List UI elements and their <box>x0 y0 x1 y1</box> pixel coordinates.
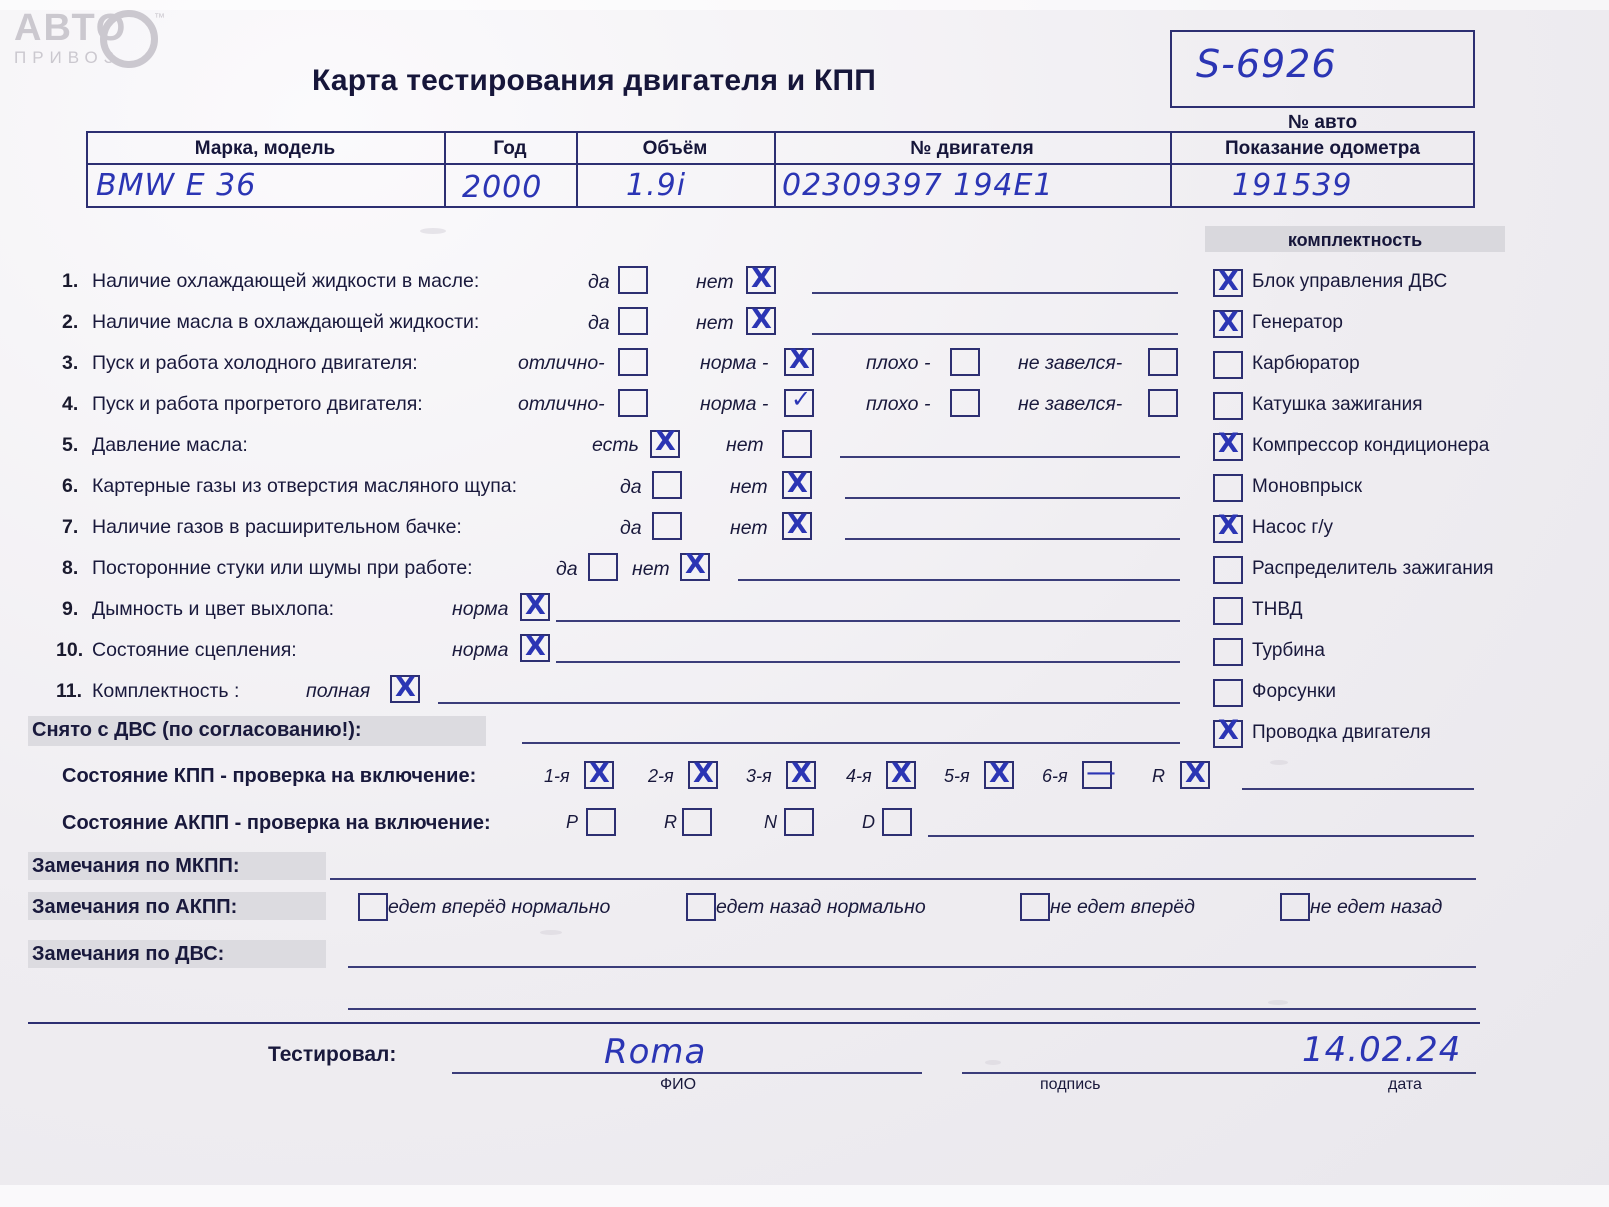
gear-checkbox-2[interactable] <box>688 758 718 789</box>
completeness-checkbox-11[interactable] <box>1213 720 1243 748</box>
column-header-year: Год <box>493 138 527 159</box>
checklist-option-normal-3: норма - <box>700 352 769 374</box>
akpp-note-label-1: едет назад нормально <box>716 896 926 918</box>
removed-section-write-line <box>522 742 1180 744</box>
checklist-number-6: 6. <box>62 475 79 497</box>
completeness-label-3: Катушка зажигания <box>1252 394 1423 415</box>
akpp-checkbox-d[interactable] <box>882 808 912 836</box>
write-line-11 <box>438 702 1180 704</box>
akpp-note-label-0: едет вперёд нормально <box>388 896 611 918</box>
checklist-text-8: Посторонние стуки или шумы при работе: <box>92 557 473 579</box>
checkbox-no-2[interactable] <box>746 304 776 335</box>
completeness-checkbox-3[interactable] <box>1213 392 1243 420</box>
akpp-checkbox-p[interactable] <box>586 808 616 836</box>
gear-checkbox-3[interactable] <box>786 758 816 789</box>
check-mark-no-6: X <box>787 468 808 499</box>
check-mark-no-7: X <box>787 509 808 540</box>
completeness-checkbox-5[interactable] <box>1213 474 1243 502</box>
notes-mkpp-label: Замечания по МКПП: <box>32 855 240 877</box>
completeness-checkbox-0[interactable] <box>1213 266 1243 297</box>
removed-section-label: Снято с ДВС (по согласованию!): <box>32 719 362 741</box>
write-line-10 <box>556 661 1180 663</box>
check-mark-full-11: X <box>395 672 416 703</box>
gear-label-6: 6-я <box>1042 766 1068 786</box>
completeness-check-mark-6: X <box>1218 510 1239 541</box>
akpp-checkbox-n[interactable] <box>784 808 814 836</box>
checklist-option-normal-4: норма - <box>700 393 769 415</box>
write-line-2 <box>812 333 1178 335</box>
paper-smudge <box>420 228 446 234</box>
gear-mark-2: X <box>693 758 714 789</box>
completeness-checkbox-4[interactable] <box>1213 433 1243 461</box>
completeness-checkbox-8[interactable] <box>1213 597 1243 625</box>
checklist-number-5: 5. <box>62 434 79 456</box>
checkbox-no-1[interactable] <box>746 263 776 294</box>
gear-label-5: 5-я <box>944 766 970 786</box>
checklist-option-normal-10: норма <box>452 639 509 661</box>
checklist-option-normal-9: норма <box>452 598 509 620</box>
gear-checkbox-5[interactable] <box>984 758 1014 789</box>
mkpp-check-label: Состояние КПП - проверка на включение: <box>62 765 477 787</box>
check-mark-normal-3: X <box>789 344 810 375</box>
checklist-text-5: Давление масла: <box>92 434 248 456</box>
signature-label: подпись <box>1040 1076 1101 1093</box>
checklist-option-no-6: нет <box>730 476 768 498</box>
completeness-label-4: Компрессор кондиционера <box>1252 435 1490 456</box>
checklist-text-4: Пуск и работа прогретого двигателя: <box>92 393 423 415</box>
completeness-check-mark-11: X <box>1218 715 1239 746</box>
column-header-volume: Объём <box>642 138 708 159</box>
completeness-check-mark-1: X <box>1218 307 1239 338</box>
gear-label-2: 2-я <box>648 766 674 786</box>
value-volume: 1.9i <box>626 168 687 203</box>
watermark-tm: ™ <box>154 12 165 24</box>
check-mark-no-2: X <box>751 304 772 335</box>
gear-label-r: R <box>1152 766 1165 786</box>
write-line-5 <box>840 456 1180 458</box>
paper-smudge <box>1270 760 1288 765</box>
page-title: Карта тестирования двигателя и КПП <box>312 64 876 97</box>
akpp-note-label-2: не едет вперёд <box>1050 896 1195 918</box>
gear-label-1: 1-я <box>544 766 570 786</box>
checklist-option-nostart-3: не завелся- <box>1018 352 1123 374</box>
value-make-model: BMW E 36 <box>96 168 257 203</box>
completeness-label-2: Карбюратор <box>1252 353 1360 374</box>
notes-dvs-write-line-1 <box>348 966 1476 968</box>
completeness-checkbox-10[interactable] <box>1213 679 1243 707</box>
notes-dvs-write-line-2 <box>348 1008 1476 1010</box>
checkbox-excellent-4[interactable] <box>618 389 648 417</box>
check-mark-normal-9: X <box>525 590 546 621</box>
gear-label-4: 4-я <box>846 766 872 786</box>
akpp-note-label-3: не едет назад <box>1310 896 1443 918</box>
completeness-label-8: ТНВД <box>1252 599 1303 620</box>
write-line-1 <box>812 292 1178 294</box>
checklist-option-no-7: нет <box>730 517 768 539</box>
footer-divider <box>28 1022 1480 1024</box>
checklist-number-11: 11. <box>56 680 83 702</box>
paper-top-edge <box>0 0 1609 10</box>
checklist-option-no-2: нет <box>696 312 734 334</box>
akpp-note-checkbox-2[interactable] <box>1020 893 1050 921</box>
paper-bottom-edge <box>0 1185 1609 1207</box>
checklist-option-bad-3: плохо - <box>866 352 931 374</box>
column-header-make-model: Марка, модель <box>194 138 336 159</box>
checklist-option-present-5: есть <box>592 434 639 456</box>
checklist-option-no-1: нет <box>696 271 734 293</box>
checkbox-bad-3[interactable] <box>950 348 980 376</box>
completeness-label-5: Моновпрыск <box>1252 476 1363 497</box>
checkbox-present-5[interactable] <box>650 426 680 458</box>
checklist-option-yes-8: да <box>556 558 578 580</box>
checkbox-yes-2[interactable] <box>618 307 648 335</box>
akpp-note-checkbox-1[interactable] <box>686 893 716 921</box>
date-label: дата <box>1388 1076 1422 1093</box>
gear-label-3: 3-я <box>746 766 772 786</box>
akpp-label-p: P <box>566 812 579 832</box>
checklist-option-excellent-3: отлично- <box>518 352 605 374</box>
checkbox-bad-4[interactable] <box>950 389 980 417</box>
completeness-check-mark-0: X <box>1218 266 1239 297</box>
checkbox-normal-10[interactable] <box>520 631 550 662</box>
write-line-6 <box>845 497 1180 499</box>
value-year: 2000 <box>462 170 543 205</box>
completeness-checkbox-6[interactable] <box>1213 515 1243 543</box>
checkbox-normal-4[interactable] <box>784 389 814 417</box>
completeness-label-10: Форсунки <box>1252 681 1336 702</box>
watermark <box>14 8 184 84</box>
paper-smudge <box>1268 1000 1288 1005</box>
completeness-label-1: Генератор <box>1252 312 1343 333</box>
checklist-option-full-11: полная <box>306 680 371 702</box>
akpp-write-line <box>928 835 1474 837</box>
auto-number-label: № авто <box>1287 112 1358 133</box>
gear-mark-5: X <box>989 758 1010 789</box>
akpp-label-r: R <box>664 812 677 832</box>
gear-mark-3: X <box>791 758 812 789</box>
tested-by-label: Тестировал: <box>268 1043 397 1066</box>
notes-dvs-label: Замечания по ДВС: <box>32 943 225 965</box>
watermark-circle-icon <box>100 10 158 68</box>
watermark-subtitle: ПРИВОЗ <box>14 48 121 67</box>
completeness-checkbox-7[interactable] <box>1213 556 1243 584</box>
checkbox-full-11[interactable] <box>390 672 420 703</box>
akpp-note-checkbox-3[interactable] <box>1280 893 1310 921</box>
checklist-number-2: 2. <box>62 311 79 333</box>
tested-by-value: Roma <box>604 1032 707 1072</box>
checklist-option-nostart-4: не завелся- <box>1018 393 1123 415</box>
checklist-option-no-5: нет <box>726 434 764 456</box>
checklist-text-7: Наличие газов в расширительном бачке: <box>92 516 462 538</box>
checkbox-no-8[interactable] <box>680 549 710 581</box>
checklist-number-1: 1. <box>62 270 79 292</box>
checkbox-no-5[interactable] <box>782 430 812 458</box>
write-line-7 <box>845 538 1180 540</box>
watermark-brand: АВТО <box>14 7 128 49</box>
akpp-note-checkbox-0[interactable] <box>358 893 388 921</box>
completeness-label-6: Насос г/у <box>1252 517 1334 538</box>
date-value: 14.02.24 <box>1302 1030 1462 1070</box>
checkbox-nostart-4[interactable] <box>1148 389 1178 417</box>
checklist-number-10: 10. <box>56 639 84 661</box>
write-line-9 <box>556 620 1180 622</box>
mkpp-write-line <box>1242 788 1474 790</box>
checklist-option-bad-4: плохо - <box>866 393 931 415</box>
signature-write-line <box>962 1072 1312 1074</box>
value-odometer: 191539 <box>1232 168 1353 203</box>
checklist-option-yes-1: да <box>588 271 610 293</box>
auto-number-value: S-6926 <box>1196 42 1337 86</box>
date-write-line <box>1300 1072 1476 1074</box>
checklist-text-10: Состояние сцепления: <box>92 639 297 661</box>
checklist-number-8: 8. <box>62 557 79 579</box>
paper-smudge <box>540 930 562 935</box>
checklist-number-3: 3. <box>62 352 79 374</box>
checkbox-no-7[interactable] <box>782 509 812 540</box>
completeness-label-9: Турбина <box>1252 640 1325 661</box>
gear-mark-r: X <box>1185 758 1206 789</box>
checklist-text-11: Комплектность : <box>92 680 240 702</box>
akpp-check-label: Состояние АКПП - проверка на включение: <box>62 812 491 834</box>
checkbox-yes-6[interactable] <box>652 471 682 499</box>
checkbox-yes-7[interactable] <box>652 512 682 540</box>
check-mark-no-8: X <box>685 549 706 580</box>
write-line-8 <box>738 579 1180 581</box>
completeness-label-0: Блок управления ДВС <box>1252 271 1448 292</box>
paper-smudge <box>985 1060 1001 1065</box>
completeness-title: комплектность <box>1287 230 1423 250</box>
notes-akpp-label: Замечания по АКПП: <box>32 896 238 918</box>
table-divider <box>86 163 1475 165</box>
checklist-text-1: Наличие охлаждающей жидкости в масле: <box>92 270 480 292</box>
checklist-number-7: 7. <box>62 516 79 538</box>
checkbox-yes-8[interactable] <box>588 553 618 581</box>
checklist-text-6: Картерные газы из отверстия масляного щупа: <box>92 475 518 497</box>
completeness-check-mark-4: X <box>1218 428 1239 459</box>
tested-by-write-line <box>452 1072 922 1074</box>
fio-label: ФИО <box>660 1076 697 1093</box>
gear-mark-6: — <box>1086 755 1116 790</box>
notes-mkpp-write-line <box>330 878 1476 880</box>
gear-mark-4: X <box>891 758 912 789</box>
gear-mark-1: X <box>589 758 610 789</box>
check-mark-no-1: X <box>751 263 772 294</box>
check-mark-present-5: X <box>655 426 676 457</box>
akpp-label-n: N <box>764 812 777 832</box>
akpp-label-d: D <box>862 812 875 832</box>
checklist-option-no-8: нет <box>632 558 670 580</box>
completeness-checkbox-1[interactable] <box>1213 307 1243 338</box>
completeness-checkbox-2[interactable] <box>1213 351 1243 379</box>
checkbox-excellent-3[interactable] <box>618 348 648 376</box>
checkbox-no-6[interactable] <box>782 468 812 499</box>
checkbox-nostart-3[interactable] <box>1148 348 1178 376</box>
completeness-label-11: Проводка двигателя <box>1252 722 1431 743</box>
value-engine-number: 02309397 194E1 <box>782 168 1054 203</box>
checklist-option-yes-2: да <box>588 312 610 334</box>
checkbox-normal-9[interactable] <box>520 590 550 621</box>
column-header-odometer: Показание одометра <box>1225 138 1420 159</box>
check-mark-normal-10: X <box>525 631 546 662</box>
gear-checkbox-4[interactable] <box>886 758 916 789</box>
check-mark-normal-4: ✓ <box>791 385 812 413</box>
checklist-number-4: 4. <box>62 393 79 415</box>
checkbox-yes-1[interactable] <box>618 266 648 294</box>
completeness-checkbox-9[interactable] <box>1213 638 1243 666</box>
akpp-checkbox-r[interactable] <box>682 808 712 836</box>
checkbox-normal-3[interactable] <box>784 344 814 376</box>
gear-checkbox-1[interactable] <box>584 758 614 789</box>
gear-checkbox-r[interactable] <box>1180 758 1210 789</box>
checklist-option-excellent-4: отлично- <box>518 393 605 415</box>
completeness-label-7: Распределитель зажигания <box>1252 558 1494 579</box>
column-header-engine-number: № двигателя <box>910 138 1034 159</box>
checklist-number-9: 9. <box>62 598 79 620</box>
checklist-option-yes-6: да <box>620 476 642 498</box>
checklist-text-3: Пуск и работа холодного двигателя: <box>92 352 418 374</box>
checklist-text-2: Наличие масла в охлаждающей жидкости: <box>92 311 480 333</box>
checklist-option-yes-7: да <box>620 517 642 539</box>
checklist-text-9: Дымность и цвет выхлопа: <box>92 598 335 620</box>
